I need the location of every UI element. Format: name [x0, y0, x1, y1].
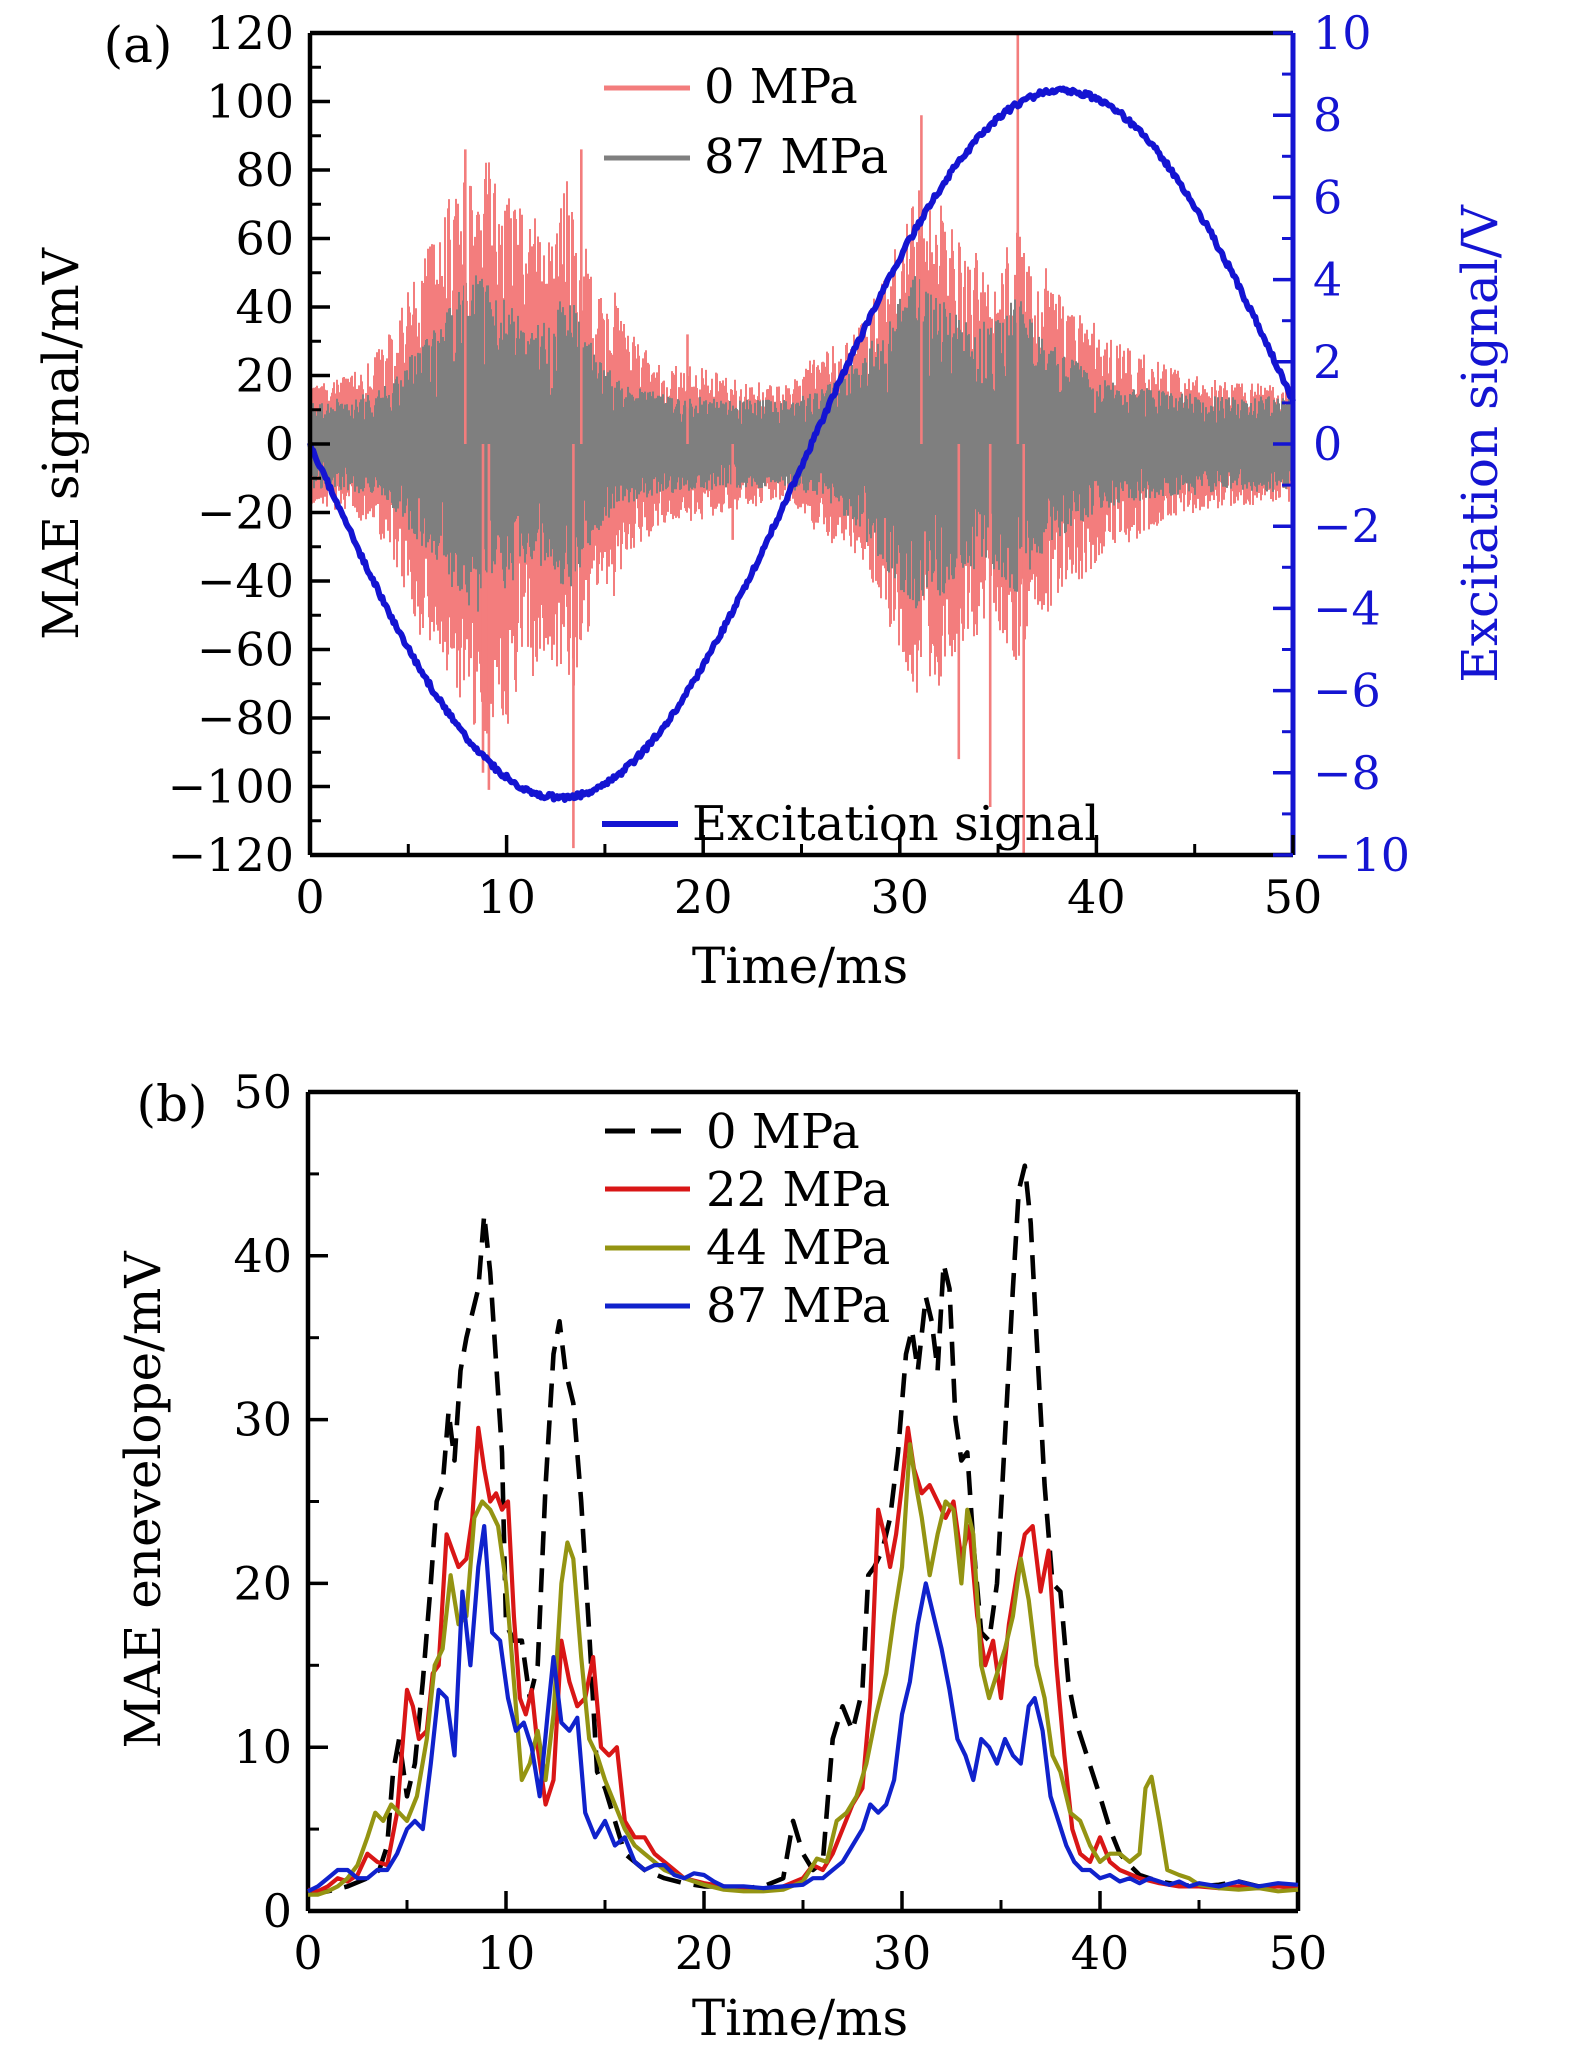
panel-a-xtick-label: 10 — [477, 870, 536, 924]
panel-b-xlabel: Time/ms — [691, 1989, 909, 2047]
panel-b-legend-label-0mpa: 0 MPa — [706, 1104, 860, 1160]
panel-a-xlabel: Time/ms — [691, 937, 909, 995]
panel-b-ytick-label: 20 — [233, 1556, 292, 1611]
panel-b-ylabel: MAE enevelope/mV — [114, 1251, 172, 1749]
panel-a-right-ytick-label: −2 — [1313, 499, 1381, 554]
panel-a-ylabel-right: Excitation signal/V — [1451, 205, 1509, 683]
panel-b-legend-label-44mpa: 44 MPa — [706, 1220, 891, 1276]
mae-envelope-curve-22mpa — [308, 1428, 1298, 1892]
panel-a-right-ytick-label: 8 — [1313, 88, 1343, 143]
panel-a-ytick-label: 20 — [235, 348, 294, 403]
panel-b-xtick-label: 30 — [872, 1926, 932, 1980]
panel-b-xtick-label: 0 — [293, 1926, 323, 1980]
panel-a-legend-label-excitation: Excitation signal — [692, 796, 1100, 852]
panel-b-ytick-label: 0 — [262, 1884, 292, 1938]
panel-a-right-ytick-label: −4 — [1313, 581, 1381, 636]
panel-a-legend-label-0mpa: 0 MPa — [704, 59, 858, 115]
panel-a-ytick-label: −100 — [167, 759, 294, 814]
panel-a-ytick-label: 80 — [235, 143, 294, 197]
mae-envelope-curve-87mpa — [308, 1526, 1298, 1891]
panel-b-legend-label-22mpa: 22 MPa — [706, 1162, 891, 1218]
panel-a-xtick-label: 50 — [1263, 870, 1323, 924]
panel-a-right-ytick-label: −6 — [1313, 663, 1381, 718]
panel-a-ytick-label: −80 — [196, 691, 294, 745]
panel-a-right-ytick-label: 0 — [1313, 417, 1343, 471]
panel-a-right-ytick-label: 4 — [1313, 252, 1343, 307]
panel-a-ytick-label: −40 — [196, 554, 294, 608]
panel-a-ytick-label: 0 — [264, 417, 294, 471]
panel-a-right-ytick-label: −10 — [1313, 828, 1411, 882]
panel-a-ytick-label: −120 — [167, 828, 294, 882]
panel-b-ytick-label: 30 — [233, 1392, 292, 1447]
panel-a-ylabel: MAE signal/mV — [32, 248, 90, 640]
mae-signal-87mpa-waveform — [310, 275, 1293, 611]
panel-a-ytick-label: −60 — [196, 622, 294, 677]
panel-a-ytick-label: −20 — [196, 485, 294, 540]
panel-b-tag: (b) — [136, 1075, 208, 1133]
panel-a-ytick-label: 40 — [235, 280, 294, 334]
panel-a-ytick-label: 120 — [206, 6, 294, 60]
panel-a-tag: (a) — [103, 16, 173, 74]
panel-a-right-ytick-label: 10 — [1313, 6, 1372, 60]
panel-a-xtick-label: 30 — [870, 870, 930, 924]
panel-a-xtick-label: 0 — [295, 870, 325, 924]
panel-a-right-ytick-label: 2 — [1313, 334, 1343, 389]
panel-a-right-ytick-label: −8 — [1313, 745, 1381, 800]
panel-b-xtick-label: 40 — [1070, 1926, 1130, 1980]
panel-b-xtick-label: 50 — [1268, 1926, 1328, 1980]
panel-b-ytick-label: 10 — [233, 1720, 292, 1775]
panel-a-ytick-label: 60 — [235, 211, 294, 266]
mae-envelope-curve-44mpa — [308, 1444, 1298, 1894]
panel-a-xtick-label: 20 — [673, 870, 733, 924]
panel-b-legend-label-87mpa: 87 MPa — [706, 1278, 891, 1334]
panel-a-right-ytick-label: 6 — [1313, 170, 1343, 225]
panel-b-ytick-label: 40 — [233, 1228, 292, 1283]
panel-a-legend-label-87mpa: 87 MPa — [704, 129, 889, 185]
panel-b-ytick-label: 50 — [233, 1065, 292, 1119]
panel-b-xtick-label: 10 — [476, 1926, 536, 1980]
panel-a-xtick-label: 40 — [1067, 870, 1126, 924]
panel-a-ytick-label: 100 — [206, 74, 294, 129]
panel-b-xtick-label: 20 — [674, 1926, 734, 1980]
